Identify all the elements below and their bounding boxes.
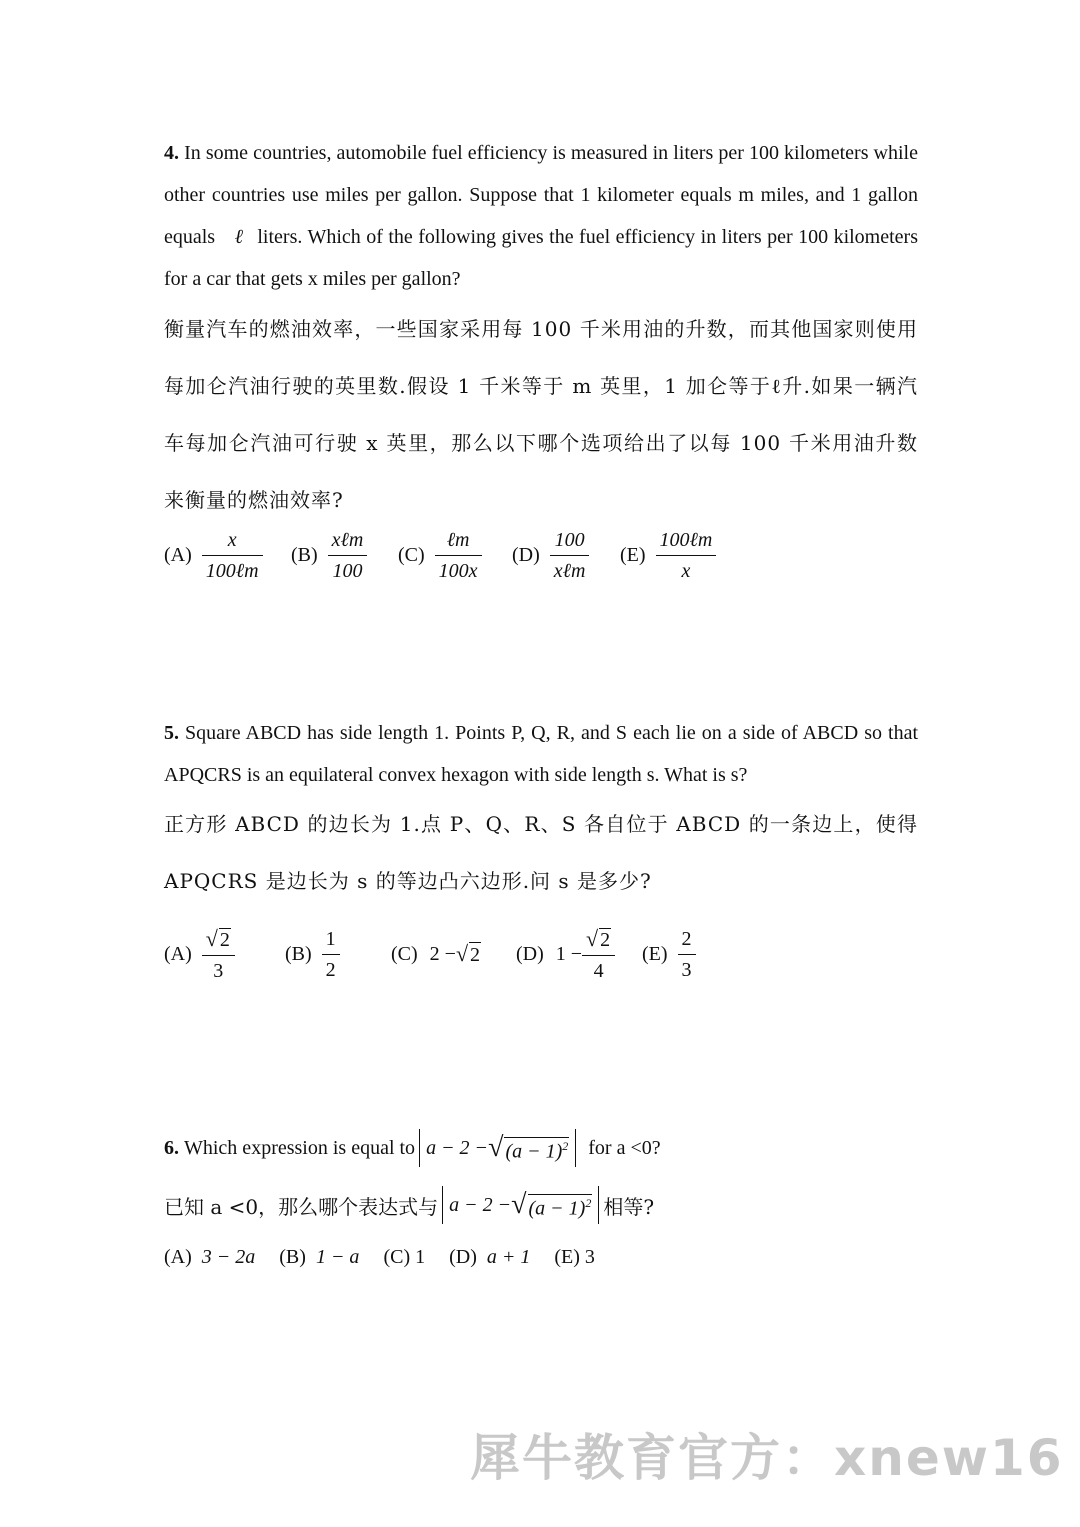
numerator: 1 <box>325 927 336 950</box>
absolute-value-expression <box>442 1186 599 1224</box>
choice-label: (C) <box>391 942 418 965</box>
radicand: 2 <box>470 944 481 966</box>
choice-label: (A) <box>164 942 192 965</box>
expression-prefix: a − 2 − <box>449 1193 512 1216</box>
choice-label: (D) <box>516 942 544 965</box>
radicand: 2 <box>219 928 230 951</box>
denominator: 100ℓm <box>202 555 263 581</box>
ell-symbol: ℓ <box>234 226 244 248</box>
question-4-chinese: 衡量汽车的燃油效率，一些国家采用每 100 千米用油的升数，而其他国家则使用每加仑汽油行驶的英里数.假设 1 千米等于 m 英里，1 加仑等于ℓ升.如果一辆汽车每加仑汽油可行驶 x 英里，那么以下哪个选项给出了以每 100 千米用油升数来衡量的燃油效率? <box>164 317 918 512</box>
numerator <box>582 925 615 955</box>
expression-prefix: 1 − <box>555 942 583 965</box>
q5-choice-e <box>642 924 694 984</box>
q5-choice-b <box>285 924 338 984</box>
sqrt: √ 2 <box>586 925 611 951</box>
numerator <box>202 925 235 955</box>
fraction <box>437 530 480 581</box>
choice-label: (A) <box>164 1245 192 1268</box>
radicand: 2 <box>600 928 611 951</box>
question-4-english <box>164 132 918 300</box>
question-5 <box>164 712 918 796</box>
question-4 <box>164 132 918 300</box>
question-4-number: 4. <box>164 142 179 164</box>
expression-prefix: 2 − <box>429 942 456 965</box>
choice-label: (B) <box>285 942 312 965</box>
q4-choice-c <box>398 525 480 585</box>
choice-label: (C) <box>398 543 425 566</box>
fraction <box>204 925 233 982</box>
denominator: 3 <box>202 955 235 981</box>
sqrt: √ $(a - 1)^2$ <box>511 1189 592 1220</box>
q4-choice-a <box>164 525 261 585</box>
question-6-text-post: for a <0? <box>588 1136 661 1159</box>
question-6-text-pre: Which expression is equal to <box>184 1136 416 1159</box>
q4-choice-e <box>620 525 714 585</box>
fraction <box>324 929 338 980</box>
denominator: 2 <box>322 954 340 980</box>
q6-choice-c-value: 1 <box>415 1245 426 1268</box>
q5-choice-c <box>391 924 481 984</box>
sqrt: √ 2 <box>205 925 230 951</box>
fraction <box>680 929 694 980</box>
denominator: 3 <box>678 954 696 980</box>
denominator: x <box>656 555 717 581</box>
question-5-number: 5. <box>164 722 179 744</box>
fraction <box>204 530 261 581</box>
q6-choice-e-value: 3 <box>584 1245 595 1268</box>
question-4-text-part1: In some countries, automobile fuel efficiency is measured in liters per 100 kilometers while other countries use miles per gallon. Suppose that 1 kilometer equals m miles, and 1 gallon equals <box>164 142 918 248</box>
choice-label: (D) <box>512 543 540 566</box>
question-6-number: 6. <box>164 1136 179 1159</box>
numerator: ℓm <box>446 528 470 551</box>
radicand-base: (a − 1) <box>528 1198 586 1220</box>
fraction <box>330 530 366 581</box>
radicand <box>504 1137 569 1164</box>
q4-choice-d <box>512 525 587 585</box>
denominator: 100x <box>435 555 482 581</box>
question-6-chinese <box>164 1184 654 1226</box>
question-4-text-part2: liters. Which of the following gives the fuel efficiency in liters per 100 kilometers for a car that gets x miles per gallon? <box>164 226 918 290</box>
denominator: xℓm <box>550 555 590 581</box>
q5-choice-d <box>516 924 613 984</box>
question-6-choices <box>164 1236 595 1278</box>
watermark: 犀牛教育官方：xnew16 <box>470 1429 1064 1487</box>
q5-choice-a <box>164 924 233 984</box>
question-5-english <box>164 712 918 796</box>
expression-prefix: a − 2 − <box>426 1136 489 1159</box>
fraction <box>584 925 613 982</box>
sqrt: √ $(a - 1)^2$ <box>488 1132 569 1163</box>
q6-choice-a-value: 3 − 2a <box>201 1245 256 1268</box>
denominator: 100 <box>328 555 368 581</box>
choice-label: (B) <box>279 1245 306 1268</box>
exponent: 2 <box>562 1139 569 1154</box>
numerator: x <box>227 528 237 551</box>
absolute-value-expression <box>419 1129 576 1167</box>
radicand <box>528 1194 593 1221</box>
fraction <box>658 530 715 581</box>
choice-label: (D) <box>449 1245 477 1268</box>
q6-choice-b-value: 1 − a <box>315 1245 360 1268</box>
choice-label: (A) <box>164 543 192 566</box>
numerator: 100ℓm <box>659 528 713 551</box>
exponent: 2 <box>585 1196 592 1211</box>
question-6-english <box>164 1127 661 1169</box>
numerator: 2 <box>681 927 692 950</box>
numerator: 100 <box>554 528 585 551</box>
choice-label: (C) <box>383 1245 411 1268</box>
denominator: 4 <box>582 955 615 981</box>
q4-choice-b <box>291 525 365 585</box>
question-4-chinese-block <box>164 301 918 529</box>
radicand-base: (a − 1) <box>505 1141 563 1163</box>
question-5-chinese: 正方形 ABCD 的边长为 1.点 P、Q、R、S 各自位于 ABCD 的一条边上，使得 APQCRS 是边长为 s 的等边凸六边形.问 s 是多少? <box>164 812 918 893</box>
choice-label: (E) <box>642 942 668 965</box>
question-6-chinese-pre: 已知 a <0，那么哪个表达式与 <box>164 1194 439 1219</box>
choice-label: (E) <box>554 1245 580 1268</box>
question-6-chinese-post: 相等? <box>603 1194 655 1219</box>
question-5-text: Square ABCD has side length 1. Points P, Q, R, and S each lie on a side of ABCD so that APQCRS is an equilateral convex hexagon with side length s. What is s? <box>164 722 919 786</box>
sqrt: √ 2 <box>455 941 481 966</box>
choice-label: (B) <box>291 543 318 566</box>
question-5-chinese-block <box>164 796 918 910</box>
fraction <box>552 530 588 581</box>
numerator: xℓm <box>331 528 364 551</box>
q6-choice-d-value: a + 1 <box>486 1245 531 1268</box>
choice-label: (E) <box>620 543 646 566</box>
